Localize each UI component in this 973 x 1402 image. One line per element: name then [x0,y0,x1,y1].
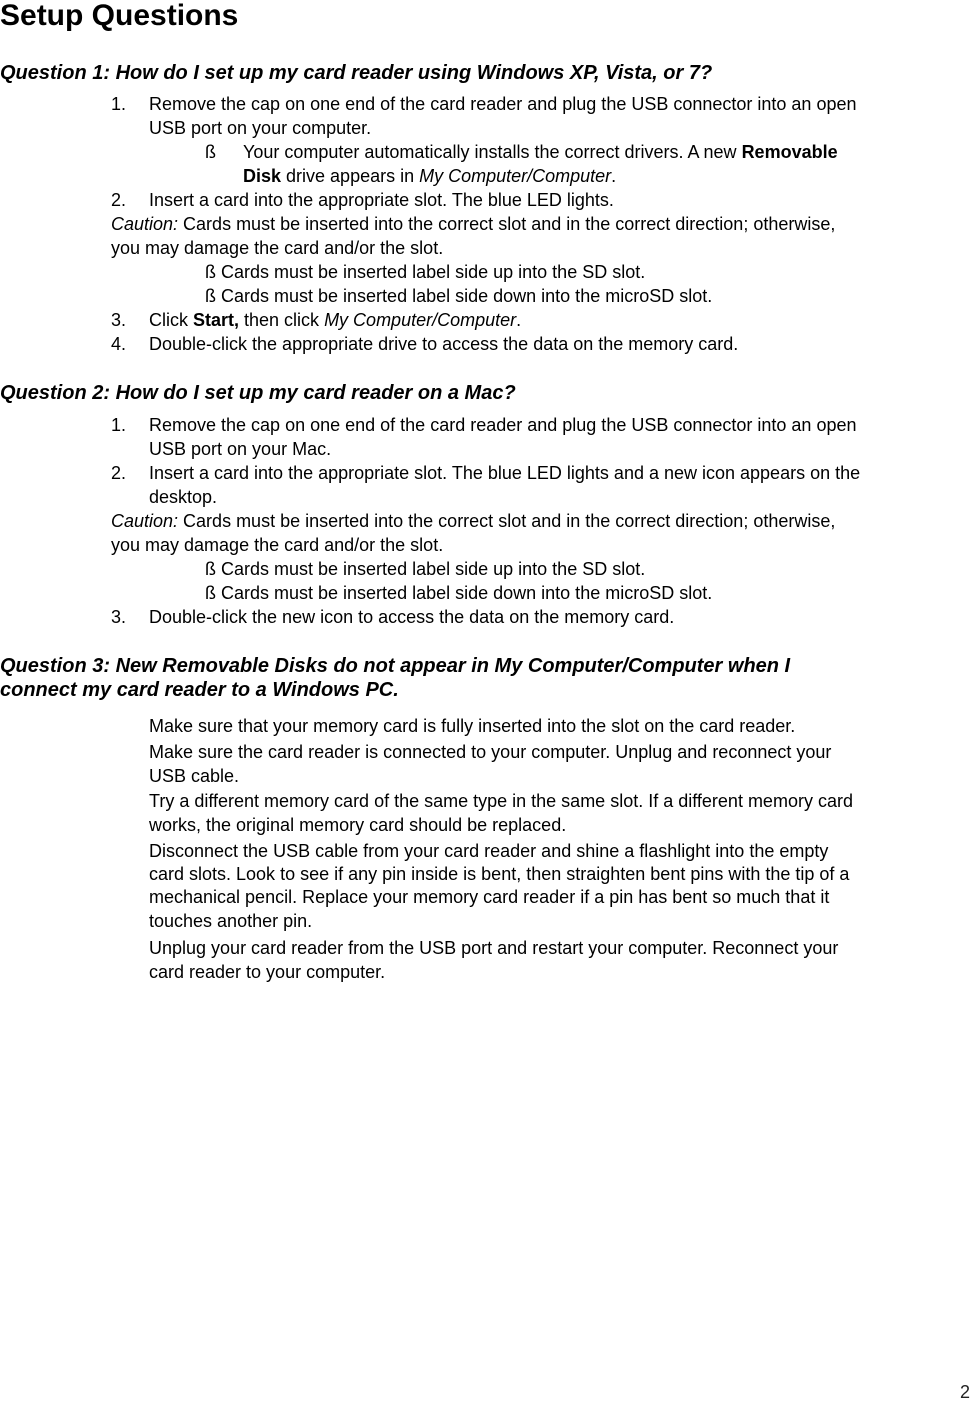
q2-step-2-number: 2. [111,463,127,483]
q1-step-2-text: Insert a card into the appropriate slot. The blue LED lights. [149,190,614,210]
q1-step-3-number: 3. [111,310,127,330]
q2-step-1-text: Remove the cap on one end of the card reader and plug the USB connector into an open [149,415,857,435]
q3-tip-5-cont: card reader to your computer. [149,962,386,982]
q1-caution-bullet-sd: ß Cards must be inserted label side up into the SD slot. [205,262,646,282]
q3-tip-4-cont-1: card slots. Look to see if any pin inside is bent, then straighten bent pins with the tip of a [149,864,850,884]
q1-bullet-text: Your computer automatically installs the correct drivers. A new Removable [243,142,838,162]
q1-caution-cont: you may damage the card and/or the slot. [111,238,444,258]
question-2-heading: Question 2: How do I set up my card reader on a Mac? [0,382,516,404]
q3-tip-3: Try a different memory card of the same type in the same slot. If a different memory card [149,791,853,811]
q3-tip-5: Unplug your card reader from the USB port and restart your computer. Reconnect your [149,938,839,958]
q2-caution: Caution: Cards must be inserted into the correct slot and in the correct direction; otherwise, [111,511,836,531]
q2-step-3-text: Double-click the new icon to access the data on the memory card. [149,607,675,627]
q3-tip-4-cont-2: mechanical pencil. Replace your memory card reader if a pin has bent so much that it [149,887,830,907]
q1-step-1-text: Remove the cap on one end of the card reader and plug the USB connector into an open [149,94,857,114]
q1-step-1-number: 1. [111,94,127,114]
q1-caution-bullet-microsd: ß Cards must be inserted label side down into the microSD slot. [205,286,713,306]
q2-step-1-number: 1. [111,415,127,435]
q3-tip-1: Make sure that your memory card is fully inserted into the slot on the card reader. [149,716,796,736]
q1-bullet-marker: ß [205,142,216,162]
question-3-heading: Question 3: New Removable Disks do not appear in My Computer/Computer when I [0,655,791,677]
q2-step-2-text: Insert a card into the appropriate slot. The blue LED lights and a new icon appears on the [149,463,861,483]
q3-tip-2-cont: USB cable. [149,766,240,786]
q1-step-3-text: Click Start, then click My Computer/Computer. [149,310,522,330]
q3-tip-2: Make sure the card reader is connected to your computer. Unplug and reconnect your [149,742,832,762]
q1-step-1-text-cont: USB port on your computer. [149,118,372,138]
q2-caution-cont: you may damage the card and/or the slot. [111,535,444,555]
q1-step-2-number: 2. [111,190,127,210]
q3-tip-4-cont-3: touches another pin. [149,911,313,931]
question-1-heading: Question 1: How do I set up my card reader using Windows XP, Vista, or 7? [0,62,713,84]
page-number: 2 [959,1382,970,1402]
question-3-heading-cont: connect my card reader to a Windows PC. [0,679,399,701]
q2-step-2-text-cont: desktop. [149,487,218,507]
q1-caution: Caution: Cards must be inserted into the correct slot and in the correct direction; otherwise, [111,214,836,234]
page-title: Setup Questions [0,0,239,32]
q2-caution-bullet-microsd: ß Cards must be inserted label side down into the microSD slot. [205,583,713,603]
q3-tip-3-cont: works, the original memory card should be replaced. [149,815,567,835]
q1-step-4-number: 4. [111,334,127,354]
q2-caution-bullet-sd: ß Cards must be inserted label side up into the SD slot. [205,559,646,579]
q3-tip-4: Disconnect the USB cable from your card reader and shine a flashlight into the empty [149,841,829,861]
q2-step-1-text-cont: USB port on your Mac. [149,439,332,459]
q1-bullet-text-cont: Disk drive appears in My Computer/Computer. [243,166,617,186]
q1-step-4-text: Double-click the appropriate drive to access the data on the memory card. [149,334,739,354]
q2-step-3-number: 3. [111,607,127,627]
